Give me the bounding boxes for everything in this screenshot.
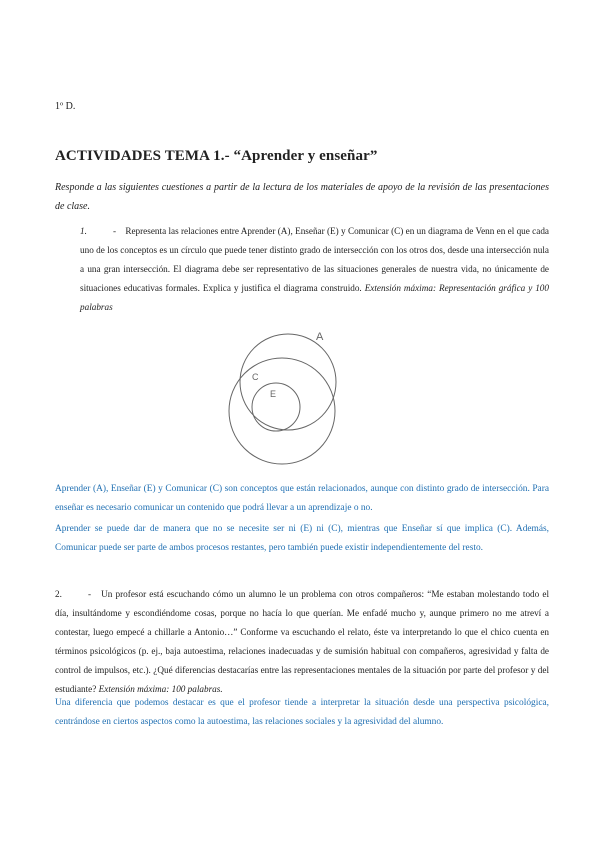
answer-2-paragraph: Una diferencia que podemos destacar es que el profesor tiende a interpretar la situación desde una perspectiva psicológica, centrándose en ciertos aspectos como la autoestima, las relaciones sociales y la agresividad del alumno. [55, 698, 549, 727]
question-2-number: 2. [55, 589, 62, 599]
question-1-dash: - [113, 226, 117, 236]
answer-1-paragraph-1: Aprender (A), Enseñar (E) y Comunicar (C) son conceptos que están relacionados, aunque con distinto grado de intersección. Para enseñar es necesario comunicar un contenido que podrá llevar a un aprendizaje o no. [55, 484, 549, 513]
course-label: 1º D. [55, 101, 76, 112]
answer-1-paragraph-2: Aprender se puede dar de manera que no se necesite ser ni (E) ni (C), mientras que Enseñar sí que implica (C). Además, Comunicar puede ser parte de ambos procesos restantes, pero también puede existir independientemente del resto. [55, 524, 549, 553]
venn-circle-c [229, 358, 335, 464]
question-1 [55, 222, 549, 317]
question-2-extension: Extensión máxima: 100 palabras. [98, 684, 223, 694]
question-1-number: 1. [80, 226, 87, 236]
page-title: ACTIVIDADES TEMA 1.- “Aprender y enseñar” [55, 148, 378, 164]
question-2-text: Un profesor está escuchando cómo un alumno le un problema con otros compañeros: “Me estaban molestando todo el día, insultándome y escondiéndome cosas, porque no hacía lo que querían. Me enfadé mucho y, aunque primero no me atreví a contestar, luego empecé a chillarle a Antonio…” Conforme va escuchando el relato, éste va interpretando lo que el chico cuenta en términos psicológicos (p. ej., baja autoestima, relaciones inadecuadas y de sumisión habitual con compañeros, agresividad y falta de control de impulsos, etc.). ¿Qué diferencias destacarías entre las representaciones mentales de la situación por parte del profesor y del estudiante? [55, 589, 550, 694]
question-1-text: Representa las relaciones entre Aprender (A), Enseñar (E) y Comunicar (C) en un diagrama de Venn en el que cada uno de los conceptos es un círculo que puede tener distinto grado de intersección con los otros dos, desde una intersección nula a una gran intersección. El diagrama debe ser representativo de las situaciones generales de nuestra vida, no únicamente de situaciones educativas formales. Explica y justifica el diagrama construido. [80, 226, 549, 293]
venn-label-a: A [316, 331, 324, 343]
instructions: Responde a las siguientes cuestiones a partir de la lectura de los materiales de apoyo de la revisión de las presentaciones de clase. [55, 182, 549, 212]
venn-label-e: E [270, 389, 277, 399]
venn-circle-a [240, 334, 336, 430]
venn-diagram [226, 322, 346, 472]
question-2-dash: - [88, 589, 92, 599]
question-1-extension: Extensión máxima: Representación gráfica y 100 palabras [80, 283, 549, 312]
question-1-paragraph [55, 222, 549, 317]
question-2 [55, 585, 549, 699]
venn-label-c: C [252, 372, 259, 382]
